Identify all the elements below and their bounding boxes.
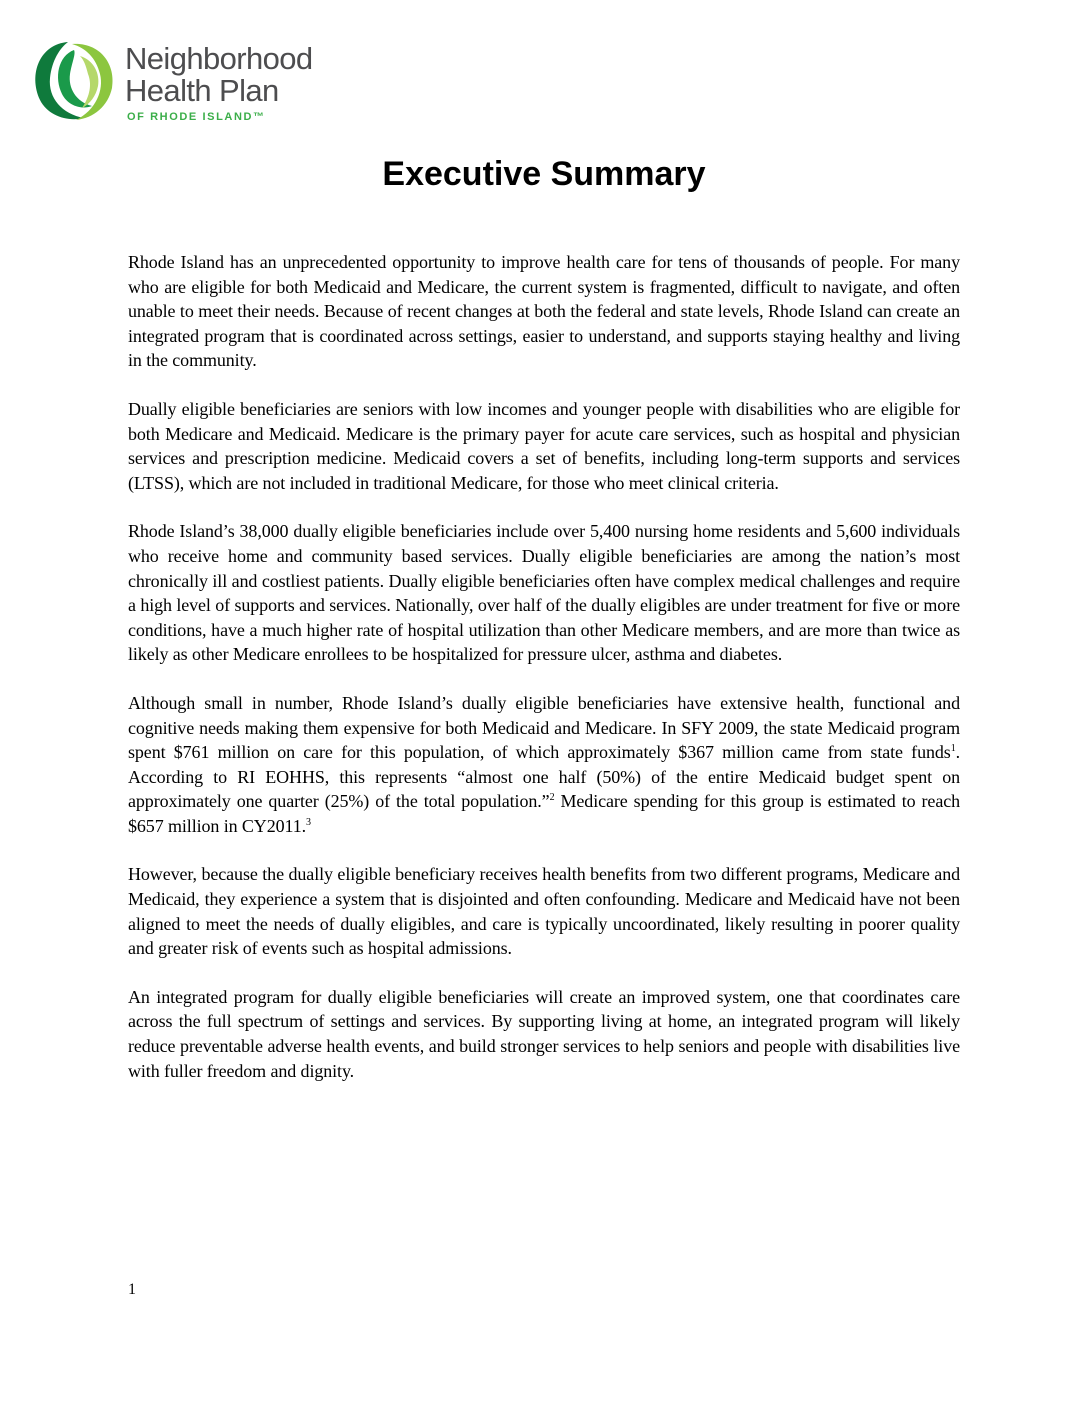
paragraph-6: An integrated program for dually eligible beneficiaries will create an improved system, one that coordinates care across the full spectrum of settings and services. By supporting living at home, an integrated program will likely reduce preventable adverse health events, and build stronger services to help seniors and people with disabilities live with fuller freedom and dignity.: [128, 986, 960, 1081]
logo-text-neighborhood: Neighborhood: [125, 41, 313, 76]
paragraph-4-part-3: Medicare spending for this group is estimated to reach $657 million in CY2011.: [128, 791, 960, 836]
footnote-ref-2: 2: [549, 792, 555, 804]
paragraph-3: Rhode Island’s 38,000 dually eligible beneficiaries include over 5,400 nursing home residents and 5,600 individuals who receive home and community based services. Dually eligible beneficiaries are among the nation’s most chronically ill and costliest patients. Dually eligible beneficiaries often have complex medical challenges and require a high level of supports and services. Nationally, over half of the dually eligibles are under treatment for five or more conditions, have a much higher rate of hospital utilization than other Medicare members, and are more than twice as likely as other Medicare enrollees to be hospitalized for pressure ulcer, asthma and diabetes.: [128, 521, 960, 665]
paragraph-5: However, because the dually eligible beneficiary receives health benefits from two different programs, Medicare and Medicaid, they experience a system that is disjointed and often confounding. Medicare and Medicaid have not been aligned to meet the needs of dually eligibles, and care is typically uncoordinated, likely resulting in poorer quality and greater risk of events such as hospital admissions.: [128, 864, 960, 959]
paragraph-4-part-2: . According to RI EOHHS, this represents “almost one half (50%) of the entire Medicaid budget spent on approximately one quarter (25%) of the total population.”: [128, 742, 960, 812]
paragraph-2: Dually eligible beneficiaries are seniors with low incomes and younger people with disabilities who are eligible for both Medicare and Medicaid. Medicare is the primary payer for acute care services, such as hospital and physician services and prescription medicine. Medicaid covers a set of benefits, including long-term supports and services (LTSS), which are not included in traditional Medicare, for those who meet clinical criteria.: [128, 398, 960, 493]
page-number: 1: [128, 1281, 136, 1298]
paragraph-4-part-1: Although small in number, Rhode Island’s dually eligible beneficiaries have extensive health, functional and cognitive needs making them expensive for both Medicaid and Medicare. In SFY 2009, the state Medicaid program spent $761 million on care for this population, of which approximately $367 million came from state funds: [128, 692, 960, 763]
page-title: Executive Summary: [382, 155, 706, 193]
organization-logo: [28, 34, 338, 129]
paragraph-4: [128, 691, 960, 839]
footnote-ref-1: 1: [950, 743, 956, 755]
logo-text-health-plan: Health Plan: [125, 73, 279, 108]
paragraph-1: Rhode Island has an unprecedented opportunity to improve health care for tens of thousands of people. For many who are eligible for both Medicaid and Medicare, the current system is fragmented, difficult to navigate, and often unable to meet their needs. Because of recent changes at both the federal and state levels, Rhode Island can create an integrated program that is coordinated across settings, easier to understand, and supports staying healthy and living in the community.: [128, 252, 960, 371]
footnote-ref-3: 3: [306, 816, 311, 828]
document-body: [128, 250, 960, 1107]
swirl-logo-icon: [28, 34, 120, 124]
logo-text-of-rhode-island: OF RHODE ISLAND™: [127, 111, 266, 123]
